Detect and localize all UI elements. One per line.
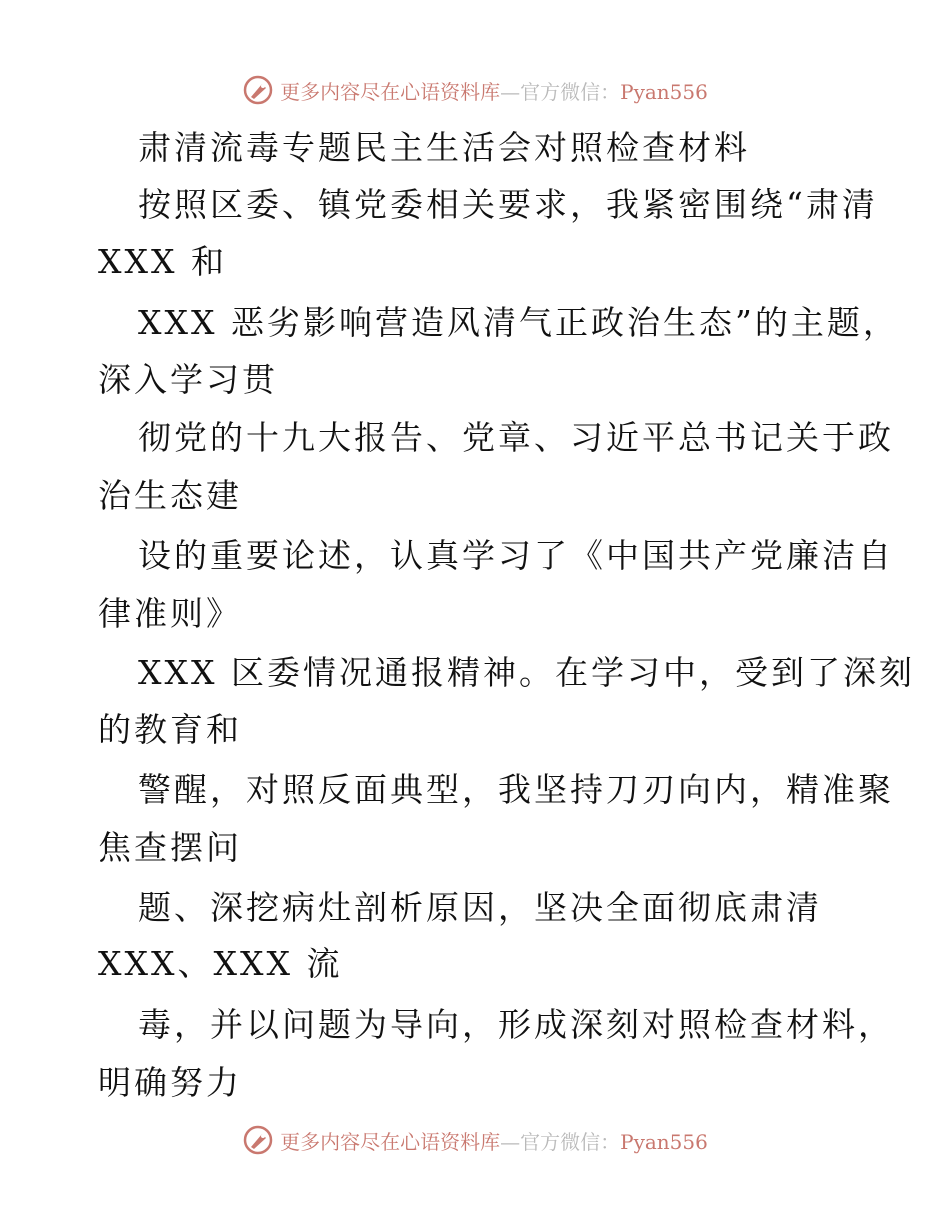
paragraph-line: XXX 区委情况通报精神。在学习中，受到了深刻 (138, 653, 915, 692)
watermark-separator: — (500, 79, 521, 104)
document-title: 肃清流毒专题民主生活会对照检查材料 (138, 128, 750, 167)
footer-watermark (0, 1120, 950, 1160)
paragraph-line: 律准则》 (98, 594, 242, 633)
paragraph-line: 治生态建 (98, 476, 242, 515)
paragraph-line: XXX 恶劣影响营造风清气正政治生态”的主题， (138, 303, 899, 342)
pen-nib-logo-icon (242, 1124, 274, 1156)
paragraph-line: 彻党的十九大报告、党章、习近平总书记关于政 (138, 418, 894, 457)
watermark-contact-label: 官方微信： (520, 79, 621, 104)
watermark-separator: — (500, 1129, 521, 1154)
watermark-text (280, 76, 708, 105)
paragraph-line: 深入学习贯 (98, 360, 278, 399)
paragraph-line: XXX、XXX 流 (98, 944, 343, 983)
watermark-contact-label: 官方微信： (520, 1129, 621, 1154)
paragraph-line: 设的重要论述，认真学习了《中国共产党廉洁自 (138, 536, 894, 575)
paragraph-line: 毒，并以问题为导向，形成深刻对照检查材料， (138, 1005, 894, 1044)
watermark-brand: 更多内容尽在心语资料库 (280, 1129, 501, 1154)
paragraph-line: XXX 和 (98, 242, 227, 281)
watermark-contact-value: Pyan556 (620, 1129, 708, 1154)
watermark-contact-value: Pyan556 (620, 79, 708, 104)
watermark-brand: 更多内容尽在心语资料库 (280, 79, 501, 104)
header-watermark (0, 70, 950, 110)
paragraph-line: 警醒，对照反面典型，我坚持刀刃向内，精准聚 (138, 770, 894, 809)
paragraph-line: 明确努力 (98, 1063, 242, 1102)
paragraph-line: 题、深挖病灶剖析原因，坚决全面彻底肃清 (138, 888, 822, 927)
paragraph-line: 的教育和 (98, 710, 242, 749)
pen-nib-logo-icon (242, 74, 274, 106)
paragraph-line: 焦查摆问 (98, 828, 242, 867)
paragraph-line: 按照区委、镇党委相关要求，我紧密围绕“肃清 (138, 185, 878, 224)
watermark-text (280, 1126, 708, 1155)
